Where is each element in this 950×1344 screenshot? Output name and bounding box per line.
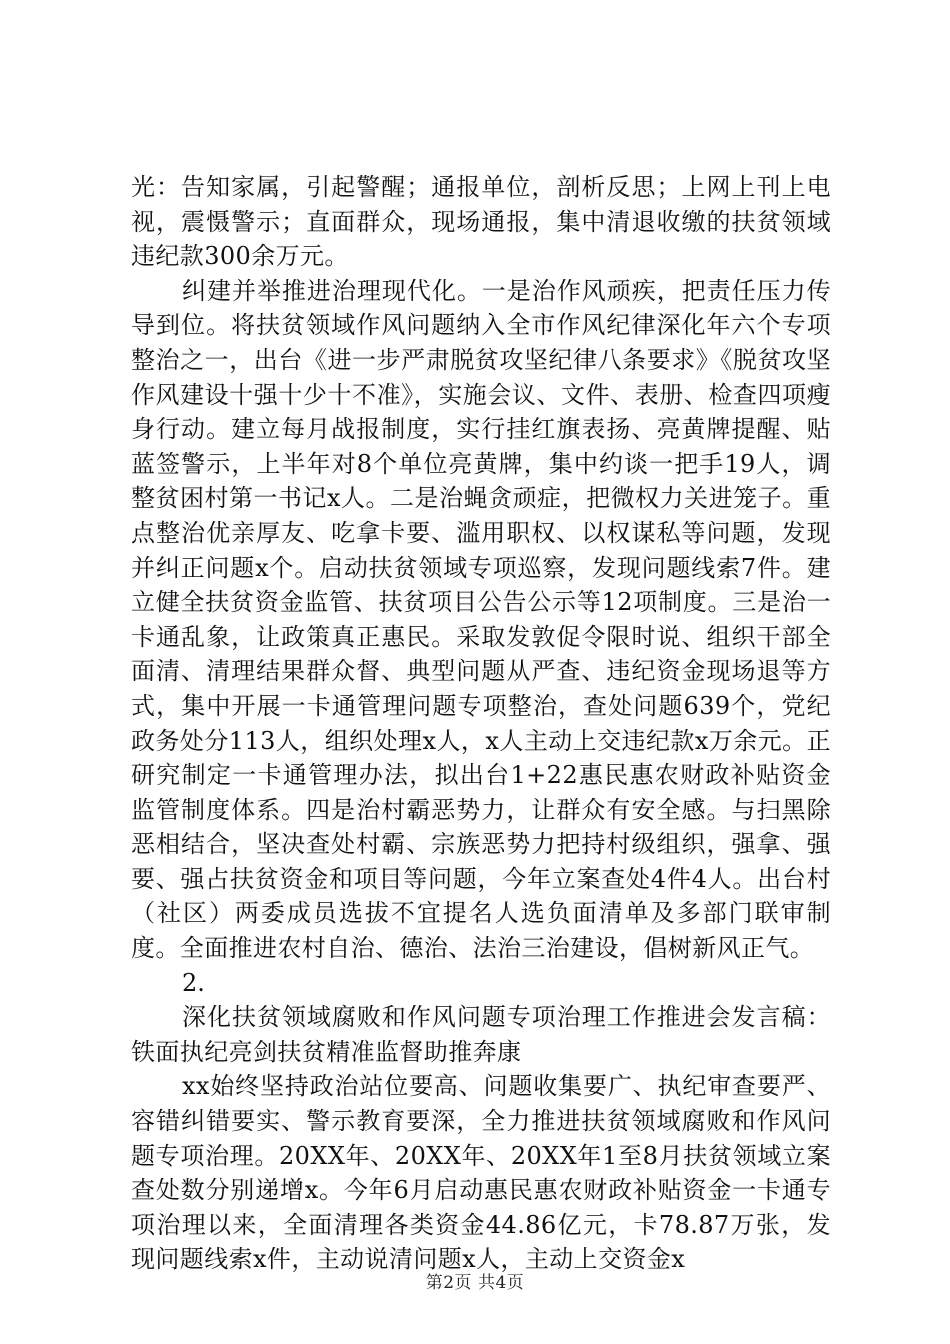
document-body <box>131 170 831 1277</box>
speech-title: 深化扶贫领域腐败和作风问题专项治理工作推进会发言稿：铁面执纪亮剑扶贫精准监督助推奔康 <box>131 1003 831 1066</box>
paragraph-continuation: 光：告知家属，引起警醒；通报单位，剖析反思；上网上刊上电视，震慑警示；直面群众，现场通报，集中清退收缴的扶贫领域违纪款300余万元。 <box>131 173 831 271</box>
section-number: 2. <box>182 968 205 997</box>
paragraph-governance-modernization: 纠建并举推进治理现代化。一是治作风顽疾，把责任压力传导到位。将扶贫领域作风问题纳入全市作风纪律深化年六个专项整治之一，出台《进一步严肃脱贫攻坚纪律八条要求》《脱贫攻坚作风建设十强十少十不准》，实施会议、文件、表册、检查四项瘦身行动。建立每月战报制度，实行挂红旗表扬、亮黄牌提醒、贴蓝签警示，上半年对8个单位亮黄牌，集中约谈一把手19人，调整贫困村第一书记x人。二是治蝇贪顽症，把微权力关进笼子。重点整治优亲厚友、吃拿卡要、滥用职权、以权谋私等问题，发现并纠正问题x个。启动扶贫领域专项巡察，发现问题线索7件。建立健全扶贫资金监管、扶贫项目公告公示等12项制度。三是治一卡通乱象，让政策真正惠民。采取发敦促令限时说、组织干部全面清、清理结果群众督、典型问题从严查、违纪资金现场退等方式，集中开展一卡通管理问题专项整治，查处问题639个，党纪政务处分113人，组织处理x人，x人主动上交违纪款x万余元。正研究制定一卡通管理办法，拟出台1+22惠民惠农财政补贴资金监管制度体系。四是治村霸恶势力，让群众有安全感。与扫黑除恶相结合，坚决查处村霸、宗族恶势力把持村级组织，强拿、强要、强占扶贫资金和项目等问题，今年立案查处4件4人。出台村（社区）两委成员选拔不宜提名人选负面清单及多部门联审制度。全面推进农村自治、德治、法治三治建设，倡树新风正气。 <box>131 276 831 963</box>
page-footer: 第2页 共4页 <box>425 1273 525 1293</box>
paragraph-speech-body: xx始终坚持政治站位要高、问题收集要广、执纪审查要严、容错纠错要实、警示教育要深，全力推进扶贫领域腐败和作风问题专项治理。20XX年、20XX年、20XX年1至8月扶贫领域立案查处数分别递增x。今年6月启动惠民惠农财政补贴资金一卡通专项治理以来，全面清理各类资金44.86亿元，卡78.87万张，发现问题线索x件，主动说清问题x人，主动上交资金x <box>131 1072 831 1274</box>
